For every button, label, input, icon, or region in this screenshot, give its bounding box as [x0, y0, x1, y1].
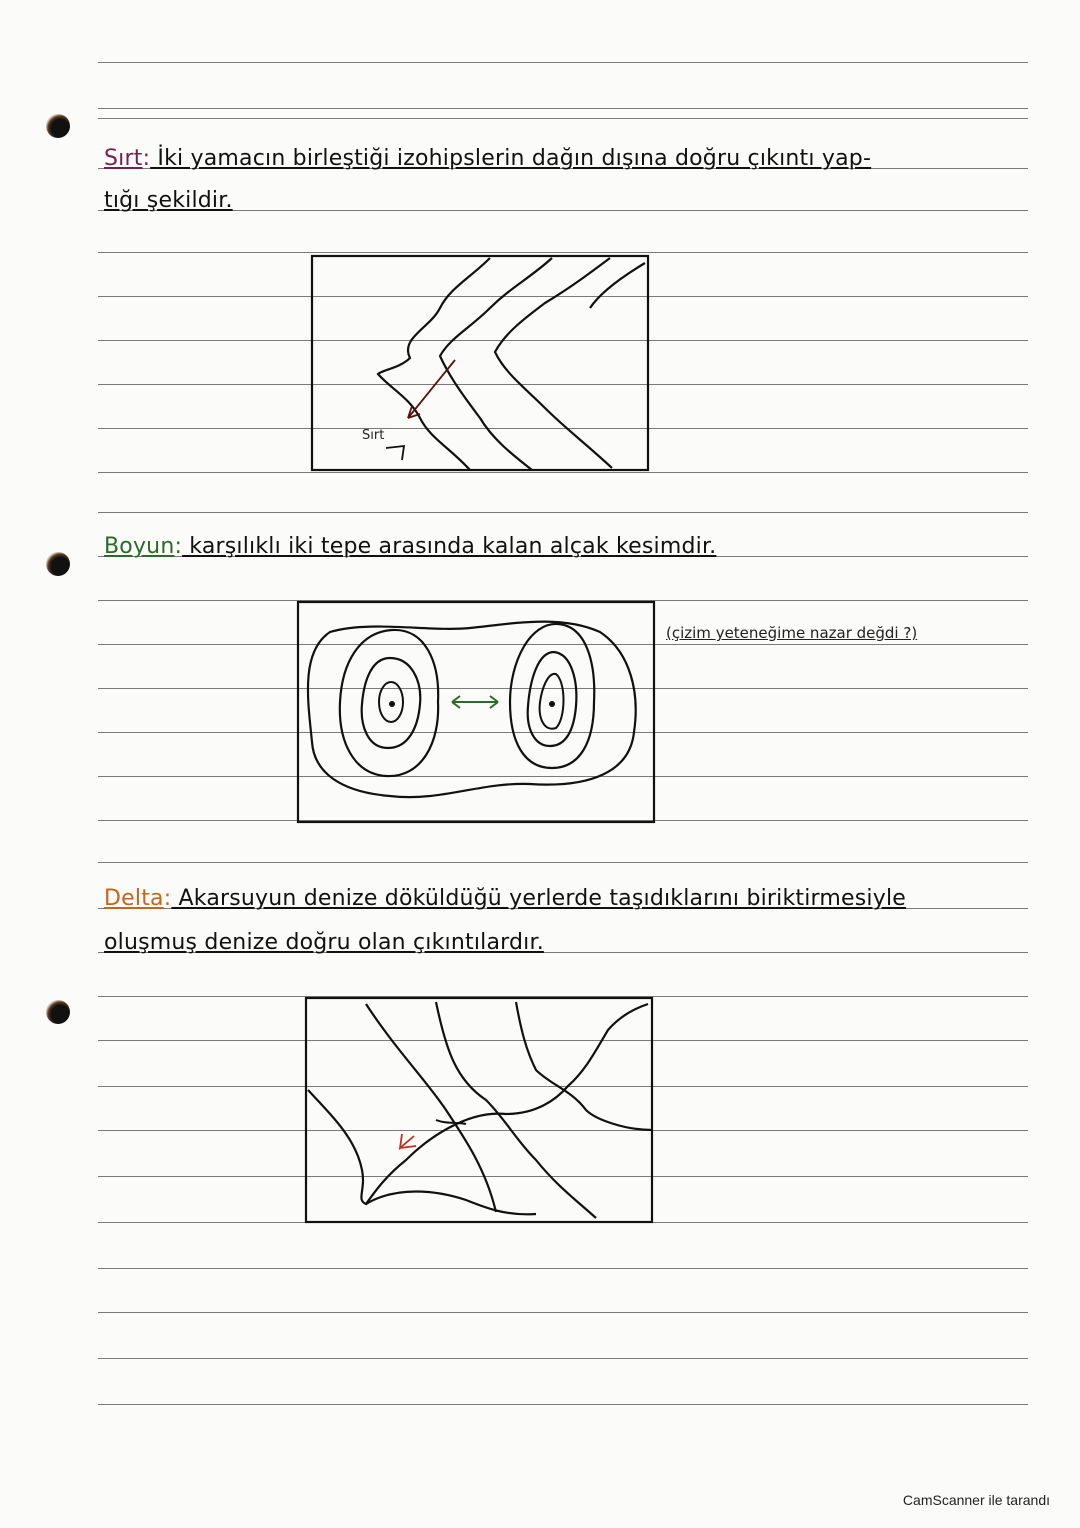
rule-line: [98, 62, 1028, 63]
sirt-term: Sırt: [104, 146, 143, 171]
boyun-figure: [290, 592, 662, 828]
rule-line: [98, 862, 1028, 863]
delta-text-line1: Akarsuyun denize döküldüğü yerlerde taşıdıklarını biriktirmesiyle: [171, 886, 907, 911]
sirt-figure-label: Sırt: [362, 428, 385, 443]
boyun-separator: :: [174, 534, 183, 559]
sirt-separator: :: [142, 146, 151, 171]
delta-contour-line: [436, 1002, 596, 1218]
delta-contour-line: [516, 1002, 652, 1130]
rule-line: [98, 210, 1028, 211]
scanner-watermark: CamScanner ile tarandı: [902, 1492, 1050, 1508]
binder-hole: [46, 552, 70, 576]
delta-separator: :: [163, 886, 172, 911]
boyun-definition-line1: [104, 534, 716, 559]
delta-term: Delta: [104, 886, 164, 911]
delta-contour-line: [366, 1004, 496, 1212]
boyun-side-note: (çizim yeteneğime nazar değdi ?): [666, 624, 918, 642]
sirt-definition-line1: [104, 146, 871, 171]
rule-line: [98, 512, 1028, 513]
sirt-pointer-arrow: [408, 360, 455, 418]
binder-hole: [46, 1000, 70, 1024]
rule-line: [98, 1312, 1028, 1313]
delta-figure-frame: [306, 998, 652, 1222]
boyun-right-hill-peak: [549, 701, 555, 707]
delta-pointer-arrow: [400, 1134, 416, 1148]
sirt-figure: [300, 248, 660, 480]
sirt-label-mark: [386, 446, 404, 460]
binder-hole: [46, 114, 70, 138]
rule-line: [98, 1358, 1028, 1359]
sirt-definition-line2: [104, 188, 233, 213]
boyun-text-line1: karşılıklı iki tepe arasında kalan alçak kesimdir.: [182, 534, 717, 559]
rule-line: [98, 118, 1028, 119]
delta-shore-line: [366, 1192, 536, 1215]
rule-line: [98, 1268, 1028, 1269]
delta-definition-line1: [104, 886, 906, 911]
boyun-term: Boyun: [104, 534, 175, 559]
delta-definition-line2: [104, 930, 544, 955]
sirt-text-line1: İki yamacın birleştiği izohipslerin dağın dışına doğru çıkıntı yap-: [150, 146, 872, 171]
rule-line: [98, 1404, 1028, 1405]
rule-line: [98, 108, 1028, 109]
sirt-contour-line: [378, 258, 490, 470]
boyun-left-hill-contour: [340, 630, 438, 776]
boyun-left-hill-peak: [389, 701, 395, 707]
sirt-text-line2: tığı şekildir.: [104, 188, 233, 213]
sirt-contour-line: [590, 263, 645, 308]
delta-text-line2: oluşmuş denize doğru olan çıkıntılardır.: [104, 930, 544, 955]
boyun-right-hill-inner-contour: [528, 652, 577, 746]
delta-coastline: [308, 1004, 648, 1204]
delta-figure: [296, 990, 660, 1230]
sirt-contour-line: [440, 258, 552, 470]
